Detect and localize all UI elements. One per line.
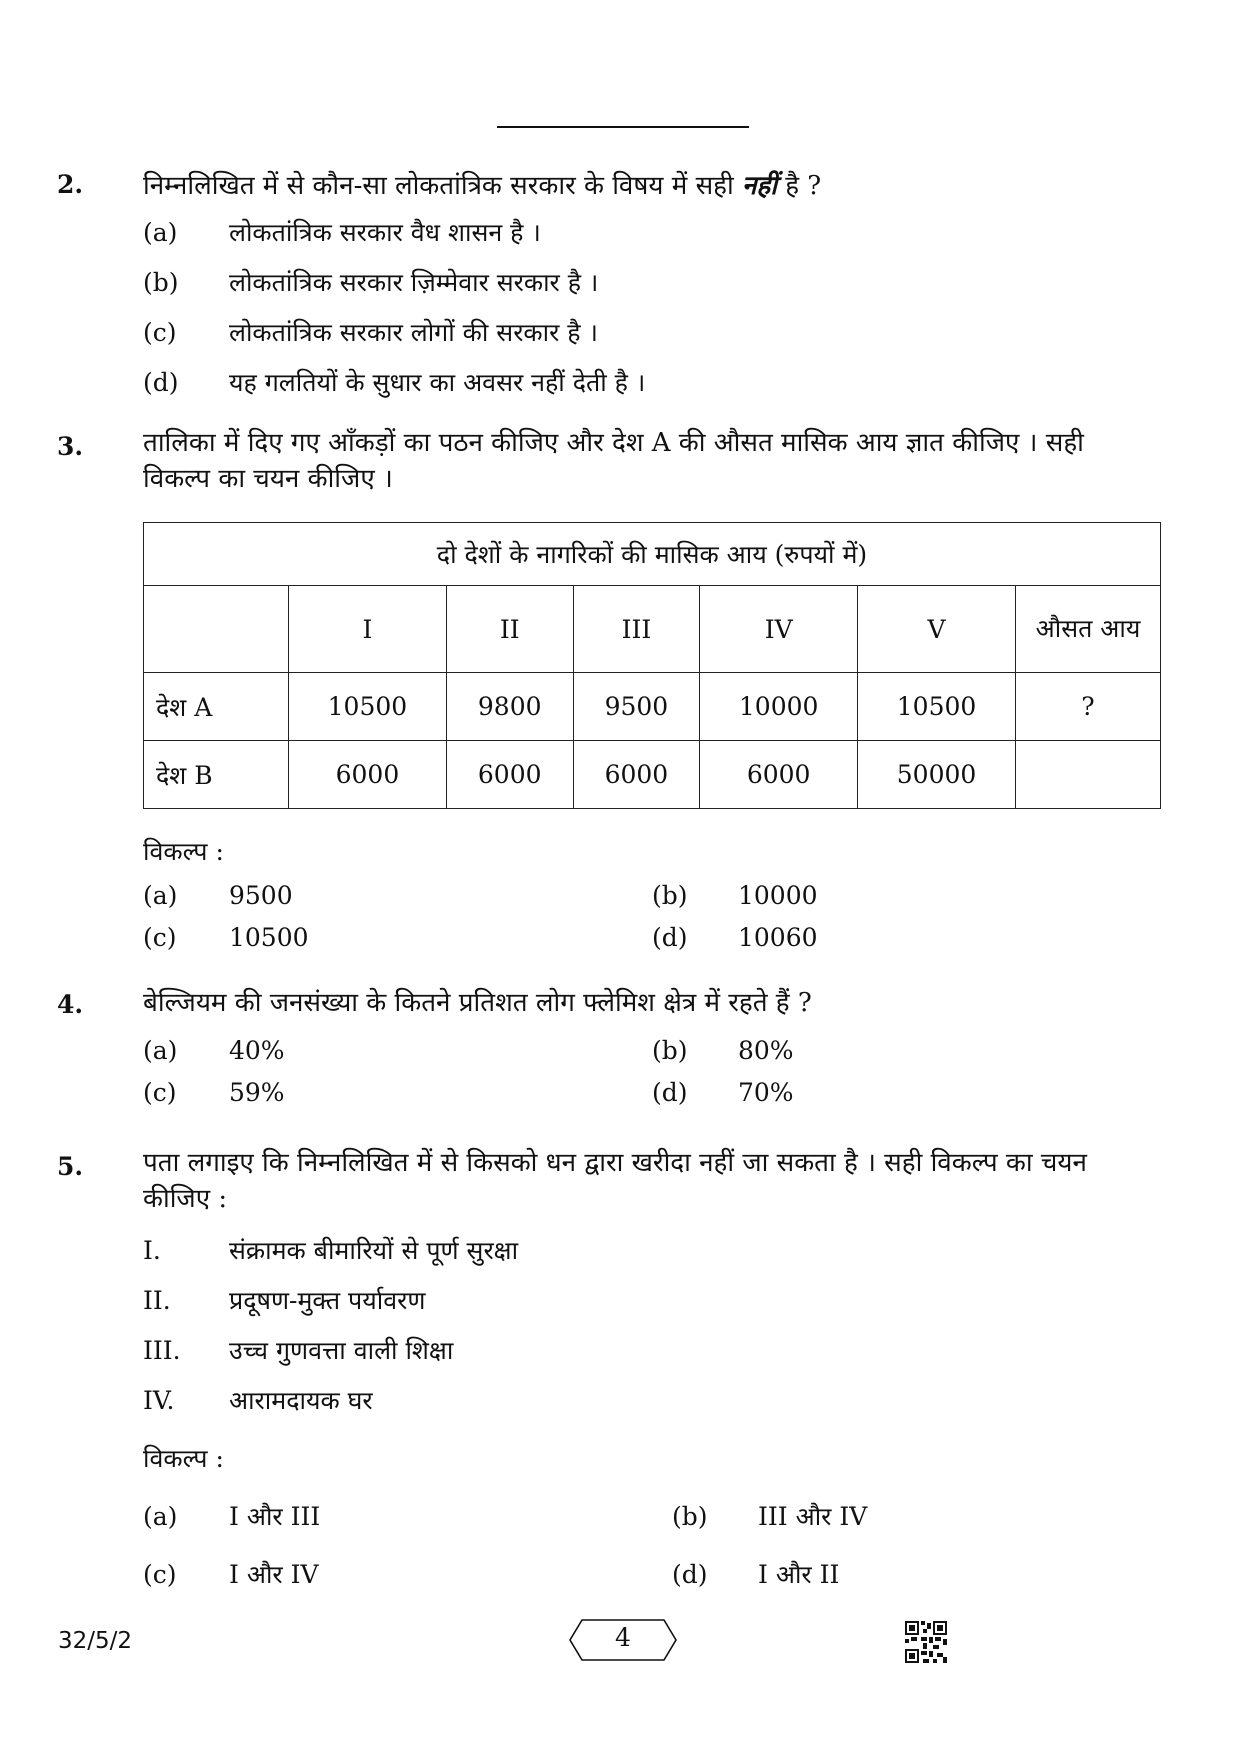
options-heading: विकल्प : xyxy=(143,837,224,866)
options-heading: विकल्प : xyxy=(143,1444,224,1473)
question-text: तालिका में दिए गए आँकड़ों का पठन कीजिए और देश A की औसत मासिक आय ज्ञात कीजिए । सही विकल्प का चयन कीजिए । xyxy=(143,428,1084,494)
option: (d) 70% xyxy=(652,1078,794,1107)
option: (b) लोकतांत्रिक सरकार ज़िम्मेवार सरकार है । xyxy=(143,268,599,297)
question-number: 4. xyxy=(57,990,84,1019)
question-text: निम्नलिखित में से कौन-सा लोकतांत्रिक सरकार के विषय में सही नहीं है ? xyxy=(143,171,822,201)
page-number: 4 xyxy=(615,1623,631,1652)
table-header-cell: औसत आय xyxy=(1016,586,1161,673)
table-caption: दो देशों के नागरिकों की मासिक आय (रुपयों में) xyxy=(144,523,1161,586)
table-cell: 9800 xyxy=(446,673,573,741)
list-item: I. संक्रामक बीमारियों से पूर्ण सुरक्षा xyxy=(143,1236,519,1265)
list-item: III. उच्च गुणवत्ता वाली शिक्षा xyxy=(143,1336,454,1365)
question-text: बेल्जियम की जनसंख्या के कितने प्रतिशत लोग फ्लेमिश क्षेत्र में रहते हैं ? xyxy=(143,988,812,1018)
qr-code-icon xyxy=(905,1621,947,1663)
table-header-cell: IV xyxy=(700,586,858,673)
option: (a) 9500 xyxy=(143,881,293,910)
table-row xyxy=(144,741,1161,809)
table-cell: 10500 xyxy=(858,673,1016,741)
option: (a) लोकतांत्रिक सरकार वैध शासन है । xyxy=(143,218,541,247)
question-number: 2. xyxy=(57,170,84,199)
top-divider xyxy=(497,126,749,128)
option: (c) 59% xyxy=(143,1078,285,1107)
option: (c) 10500 xyxy=(143,923,309,952)
option: (a) 40% xyxy=(143,1036,285,1065)
table-header-row xyxy=(144,586,1161,673)
emphasis-word: नहीं xyxy=(741,171,777,201)
table-header-cell: II xyxy=(446,586,573,673)
question-text: पता लगाइए कि निम्नलिखित में से किसको धन द्वारा खरीदा नहीं जा सकता है । सही विकल्प का चयन कीजिए : xyxy=(143,1148,1087,1214)
list-item: II. प्रदूषण-मुक्त पर्यावरण xyxy=(143,1286,426,1315)
table-header-cell: V xyxy=(858,586,1016,673)
option: (b) III और IV xyxy=(672,1502,868,1531)
row-label: देश B xyxy=(144,741,289,809)
table-cell: 6000 xyxy=(289,741,447,809)
table-cell: 9500 xyxy=(573,673,700,741)
option: (d) यह गलतियों के सुधार का अवसर नहीं देती है । xyxy=(143,368,646,397)
option: (d) 10060 xyxy=(652,923,818,952)
question-number: 3. xyxy=(57,432,84,461)
table-cell: 6000 xyxy=(446,741,573,809)
row-label: देश A xyxy=(144,673,289,741)
option: (d) I और II xyxy=(672,1560,840,1589)
question-number: 5. xyxy=(57,1152,84,1181)
table-row xyxy=(144,673,1161,741)
table-cell: 10000 xyxy=(700,673,858,741)
table-cell: 6000 xyxy=(700,741,858,809)
income-table xyxy=(143,522,1161,809)
paper-code: 32/5/2 xyxy=(58,1628,133,1654)
option: (a) I और III xyxy=(143,1502,321,1531)
table-cell: 50000 xyxy=(858,741,1016,809)
list-item: IV. आरामदायक घर xyxy=(143,1386,373,1415)
table-header-cell: I xyxy=(289,586,447,673)
table-cell: ? xyxy=(1016,673,1161,741)
table-cell: 6000 xyxy=(573,741,700,809)
option: (b) 80% xyxy=(652,1036,794,1065)
option: (c) I और IV xyxy=(143,1560,319,1589)
table-cell xyxy=(1016,741,1161,809)
table-header-cell: III xyxy=(573,586,700,673)
option: (b) 10000 xyxy=(652,881,818,910)
table-cell: 10500 xyxy=(289,673,447,741)
option: (c) लोकतांत्रिक सरकार लोगों की सरकार है । xyxy=(143,318,598,347)
table-header-cell xyxy=(144,586,289,673)
